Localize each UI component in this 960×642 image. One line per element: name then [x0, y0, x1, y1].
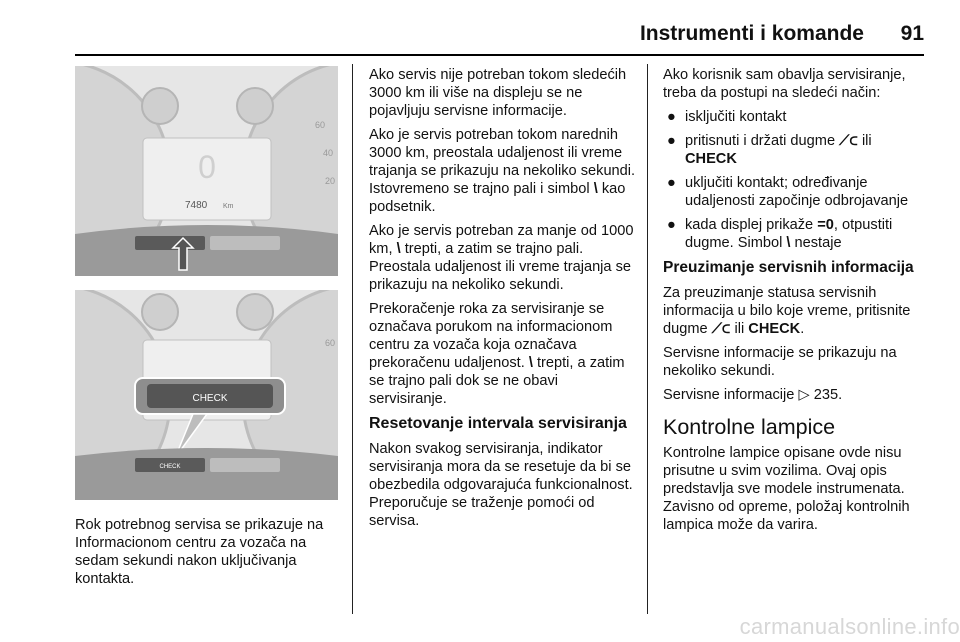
gauge-tick-label: 40 [323, 148, 334, 158]
column-divider [352, 64, 353, 614]
paragraph: Ako korisnik sam obavlja servisiranje, treba da postupi na sledeći način: [663, 67, 906, 101]
column-3 [663, 66, 928, 540]
gauge-tick-label: 20 [325, 176, 336, 186]
list-item-text: isključiti kontakt [685, 109, 787, 125]
bullet-icon: ● [667, 133, 676, 149]
check-button-label: CHECK [748, 321, 801, 337]
list-item-text: pritisnuti i držati dugme [685, 133, 836, 149]
paragraph: Servisne informacije se prikazuju na nekoliko sekundi. [663, 345, 897, 379]
wrench-icon: \ [528, 355, 533, 371]
header-rule [75, 54, 924, 56]
wrench-button-icon: ⟋⊂ [839, 133, 858, 149]
paragraph-text: Za preuzimanje statusa servisnih informacija u bilo koje vreme, pritisnite dugme [663, 285, 911, 337]
bullet-icon: ● [667, 109, 676, 125]
wrench-icon: \ [396, 241, 401, 257]
check-button-label: CHECK [685, 151, 737, 167]
paragraph-text: ili [734, 321, 745, 337]
paragraph [663, 284, 928, 338]
list-item [663, 216, 928, 252]
list-item-text: uključiti kontakt; određivanje udaljenosti započinje odbrojavanje [685, 175, 909, 209]
paragraph: Kontrolne lampice opisane ovde nisu prisutne u svim vozilima. Ovaj opis predstavlja sve modele instrumenata. Zavisno od opreme, položaj kontrolnih lampica može da varira. [663, 445, 910, 533]
instrument-cluster-illustration-bottom [75, 290, 338, 500]
wrench-icon: \ [786, 235, 791, 251]
paragraph-text: trepti, a zatim se trajno pali dok se ne obavi servisiranje. [369, 355, 625, 407]
section-heading: Resetovanje intervala servisiranja [369, 415, 627, 432]
steps-list [663, 108, 928, 252]
paragraph-text: Ako je servis potreban za manje od 1000 km, [369, 223, 634, 257]
list-item-text: ili [861, 133, 872, 149]
speed-readout: 0 [198, 149, 216, 185]
paragraph-text: Ako je servis potreban tokom narednih 3000 km, preostala udaljenost ili vreme trajanja se prikazuju na nekoliko sekundi. Istovremeno se trajno pali i simbol [369, 127, 636, 197]
list-item-text: nestaje [794, 235, 842, 251]
paragraph [369, 300, 637, 408]
paragraph-text: Prekoračenje roka za servisiranje se označava porukom na informacionom centru za vozača koja označava prekoračenu udaljenost. [369, 301, 613, 371]
gauge-tick-label: 60 [315, 120, 326, 130]
column-2 [369, 66, 637, 536]
wrench-button-icon: ⟋⊂ [711, 321, 731, 337]
figure-caption: Rok potrebnog servisa se prikazuje na Informacionom centru za vozača na sedam sekundi nakon uključivanja kontakta. [75, 517, 324, 587]
list-item [663, 108, 928, 126]
bullet-icon: ● [667, 175, 676, 191]
column-divider [647, 64, 648, 614]
bullet-icon: ● [667, 217, 676, 233]
check-button-label: CHECK [159, 464, 181, 470]
watermark: carmanualsonline.info [739, 614, 960, 639]
odometer-readout: 7480 [185, 200, 208, 211]
wrench-icon: \ [593, 181, 598, 197]
instrument-cluster-illustration-top [75, 66, 338, 276]
page-number: 91 [900, 22, 924, 45]
header-title: Instrumenti i komande [639, 22, 864, 45]
paragraph: Nakon svakog servisiranja, indikator servisiranja mora da se resetuje da bi se obezbedila odgovarajuća funkcionalnost. Preporučuje se traženje pomoći od servisa. [369, 441, 633, 529]
paragraph [369, 126, 637, 216]
list-item-text: , otpustiti dugme. Simbol [685, 217, 893, 251]
section-heading: Preuzimanje servisnih informacija [663, 259, 914, 276]
paragraph [369, 222, 637, 294]
paragraph-text: trepti, a zatim se trajno pali. Preostala udaljenost ili vreme trajanja se prikazuju na nekoliko sekundi. [369, 241, 632, 293]
list-item [663, 132, 928, 168]
list-item [663, 174, 928, 210]
paragraph-text: . [800, 321, 805, 337]
display-value: =0 [817, 217, 834, 233]
list-item-text: kada displej prikaže [685, 217, 814, 233]
paragraph-text: kao podsetnik. [369, 181, 626, 215]
paragraph: Ako servis nije potreban tokom sledećih 3000 km ili više na displeju se ne pojavljuju servisne informacije. [369, 67, 627, 119]
gauge-tick-label: 60 [325, 338, 336, 348]
figure-caption-block [75, 516, 345, 594]
page-header [75, 18, 924, 58]
odometer-unit: Km [223, 203, 234, 210]
chapter-heading: Kontrolne lampice [663, 415, 836, 439]
cross-reference[interactable]: Servisne informacije ▷ 235. [663, 387, 843, 403]
check-callout-label: CHECK [192, 393, 228, 404]
